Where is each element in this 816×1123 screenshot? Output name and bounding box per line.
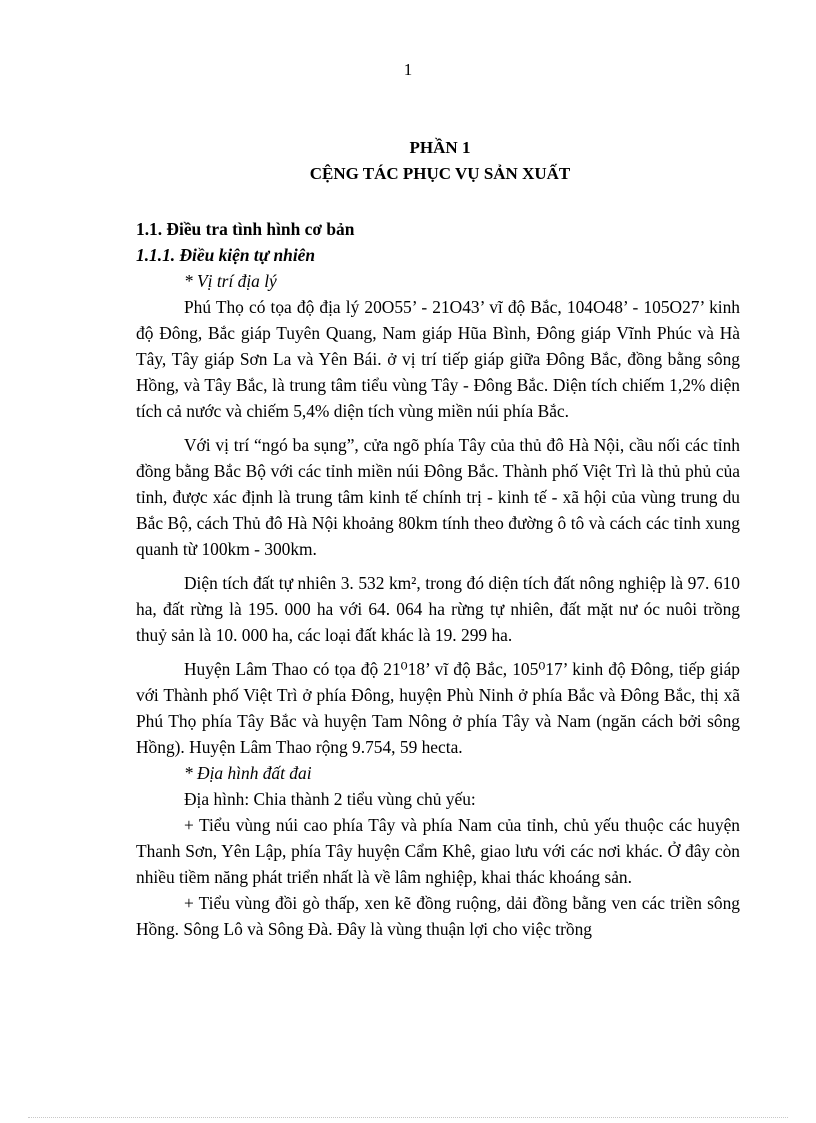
paragraph-position: Với vị trí “ngó ba sụng”, cửa ngõ phía Tây của thủ đô Hà Nội, cầu nối các tỉnh đồng bằng Bắc Bộ với các tỉnh miền núi Đông Bắc. Thành phố Việt Trì là thủ phủ của tỉnh, được xác định là trung tâm kinh tế chính trị - kinh tế - xã hội của vùng trung du Bắc Bộ, cách Thủ đô Hà Nội khoảng 80km tính theo đường ô tô và cách các tỉnh xung quanh từ 100km - 300km. xyxy=(136,435,740,559)
paragraph-location: Phú Thọ có tọa độ địa lý 20O55’ - 21O43’ vĩ độ Bắc, 104O48’ - 105O27’ kinh độ Đông, Bắc giáp Tuyên Quang, Nam giáp Hũa Bình, Đông giáp Vĩnh Phúc và Hà Tây, Tây giáp Sơn La và Yên Bái. ở vị trí tiếp giáp giữa Đông Bắc, đồng bằng sông Hồng, và Tây Bắc, là trung tâm tiểu vùng Tây - Đông Bắc. Diện tích chiếm 1,2% diện tích cả nước và chiếm 5,4% diện tích vùng miền núi phía Bắc. xyxy=(136,297,740,421)
paragraph-terrain-intro: Địa hình: Chia thành 2 tiểu vùng chủ yếu: xyxy=(184,789,476,809)
part-subtitle: CỆNG TÁC PHỤC VỤ SẢN XUẤT xyxy=(309,164,571,183)
terrain-label: * Địa hình đất đai xyxy=(184,763,312,783)
document-body xyxy=(136,216,740,942)
paragraph-area: Diện tích đất tự nhiên 3. 532 km², trong đó diện tích đất nông nghiệp là 97. 610 ha, đất rừng là 195. 000 ha với 64. 064 ha rừng tự nhiên, đất mặt nư óc nuôi trồng thuỷ sản là 10. 000 ha, các loại đất khác là 19. 299 ha. xyxy=(136,573,740,645)
paragraph-hill-zone: + Tiểu vùng đồi gò thấp, xen kẽ đồng ruộng, dải đồng bằng ven các triền sông Hồng. Sông Lô và Sông Đà. Đây là vùng thuận lợi cho việc trồng xyxy=(136,893,740,939)
section-heading: 1.1. Điều tra tình hình cơ bản xyxy=(136,219,355,239)
paragraph-district: Huyện Lâm Thao có tọa độ 21⁰18’ vĩ độ Bắc, 105⁰17’ kinh độ Đông, tiếp giáp với Thành phố Việt Trì ở phía Đông, huyện Phù Ninh ở phía Bắc và Đông Bắc, thị xã Phú Thọ phía Tây Bắc và huyện Tam Nông ở phía Tây và Nam (ngăn cách bởi sông Hồng). Huyện Lâm Thao rộng 9.754, 59 hecta. xyxy=(136,659,740,757)
page-number: 1 xyxy=(403,60,413,79)
paragraph-mountain-zone: + Tiểu vùng núi cao phía Tây và phía Nam của tỉnh, chủ yếu thuộc các huyện Thanh Sơn, Yên Lập, phía Tây huyện Cẩm Khê, giao lưu với các nơi khác. Ở đây còn nhiều tiềm năng phát triển nhất là về lâm nghiệp, khai thác khoáng sản. xyxy=(136,815,740,887)
location-label: * Vị trí địa lý xyxy=(184,271,277,291)
page-bottom-rule xyxy=(28,1117,788,1118)
part-title: PHẦN 1 xyxy=(409,138,471,157)
subsection-heading: 1.1.1. Điều kiện tự nhiên xyxy=(136,245,316,265)
